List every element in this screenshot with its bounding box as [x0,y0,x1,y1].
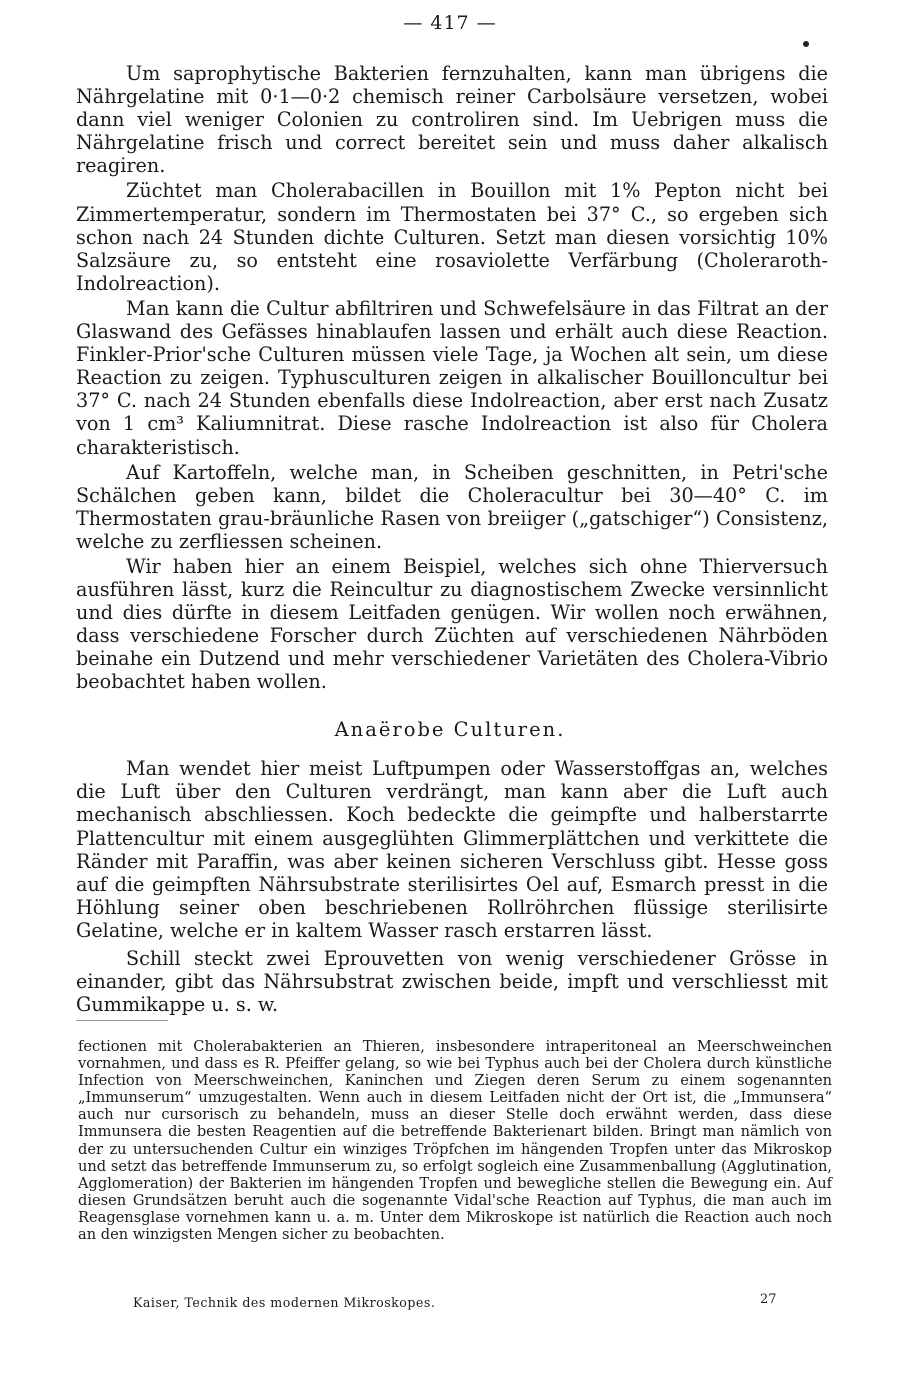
paragraph: Schill steckt zwei Eprouvetten von wenig verschiedener Grösse in einander, gibt das Nährsubstrat zwischen beide, impft und verschliesst mit Gummikappe u. s. w. [76,946,828,1017]
page-number: — 417 — [403,12,497,34]
section-heading: Anaërobe Culturen. [334,718,566,741]
paragraph: Um saprophytische Bakterien fernzuhalten, kann man übrigens die Nährgelatine mit 0·1—0·2 chemisch reiner Carbolsäure versetzen, wobei dann viel weniger Colonien zu controliren sind. Im Uebrigen muss die Nährgelatine frisch und correct bereitet sein und muss daher alkalisch reagiren. [76,62,828,178]
signature-mark: 27 [760,1292,777,1307]
section-body [76,757,828,1020]
paragraph: Auf Kartoffeln, welche man, in Scheiben geschnitten, in Petri'sche Schälchen geben kann, bildet die Choleracultur bei 30—40° C. im Thermostaten grau-bräunliche Rasen von breiiger („gatschiger“) Consistenz, welche zu zerfliessen scheinen. [76,460,828,553]
footnote [78,1038,832,1243]
paragraph: Man kann die Cultur abfiltriren und Schwefelsäure in das Filtrat an der Glaswand des Gefässes hinablaufen lassen und erhält auch diese Reaction. Finkler-Prior'sche Culturen müssen viele Tage, ja Wochen alt sein, um diese Reaction zu zeigen. Typhusculturen zeigen in alkalischer Bouilloncultur bei 37° C. nach 24 Stunden ebenfalls diese Indolreaction, aber erst nach Zusatz von 1 cm³ Kaliumnitrat. Diese rasche Indolreaction ist also für Cholera charakteristisch. [76,296,828,459]
paragraph: Wir haben hier an einem Beispiel, welches sich ohne Thierversuch ausführen lässt, kurz die Reincultur zu diagnostischem Zwecke versinnlicht und dies dürfte in diesem Leitfaden genügen. Wir wollen noch erwähnen, dass verschiedene Forscher durch Züchten auf verschiedenen Nährböden beinahe ein Dutzend und mehr verschiedener Varietäten des Cholera-Vibrio beobachtet haben wollen. [76,554,828,694]
running-title: Kaiser, Technik des modernen Mikroskopes. [133,1295,436,1310]
paragraph: Züchtet man Cholerabacillen in Bouillon mit 1% Pepton nicht bei Zimmertemperatur, sondern im Thermostaten bei 37° C., so ergeben sich schon nach 24 Stunden dichte Culturen. Setzt man diesen vorsichtig 10% Salzsäure zu, so entsteht eine rosaviolette Verfärbung (Choleraroth-Indolreaction). [76,179,828,295]
paragraph: Man wendet hier meist Luftpumpen oder Wasserstoffgas an, welches die Luft über den Culturen verdrängt, man kann aber die Luft auch mechanisch abschliessen. Koch bedeckte die geimpfte und halberstarrte Plattencultur mit einem ausgeglühten Glimmerplättchen und verkittete die Ränder mit Paraffin, was aber keinen sicheren Verschluss gibt. Hesse goss auf die geimpften Nährsubstrate sterilisirtes Oel auf, Esmarch presst in die Höhlung seiner oben beschriebenen Rollröhrchen flüssige sterilisirte Gelatine, welche er in kaltem Wasser rasch erstarren lässt. [76,757,828,943]
body-text [76,62,828,696]
footnote-divider [76,1020,168,1021]
ink-dot [803,41,809,47]
footnote-text: fectionen mit Cholerabakterien an Thieren, insbesondere intraperitoneal an Meerschweinchen vornahmen, und dass es R. Pfeiffer gelang, so wie bei Typhus auch bei der Cholera durch künstliche Infection von Meerschweinchen, Kaninchen und Ziegen deren Serum zu einem sogenannten „Immunserum“ umzugestalten. Wenn auch in diesem Leitfaden nicht der Ort ist, die „Immunsera“ auch nur cursorisch zu behandeln, muss an dieser Stelle doch erwähnt werden, dass diese Immunsera die besten Reagentien auf die betreffende Bakterienart bilden. Bringt man nämlich von der zu untersuchenden Cultur ein winziges Tröpfchen im hängenden Tropfen unter das Mikroskop und setzt das betreffende Immunserum zu, so erfolgt sogleich eine Zusammenballung (Agglutination, Agglomeration) der Bakterien im hängenden Tropfen und bewegliche stellen die Bewegung ein. Auf diesen Grundsätzen beruht auch die sogenannte Vidal'sche Reaction auf Typhus, die man auch im Reagensglase vornehmen kann u. a. m. Unter dem Mikroskope ist natürlich die Reaction auch noch an den winzigsten Mengen sicher zu beobachten. [78,1038,832,1244]
